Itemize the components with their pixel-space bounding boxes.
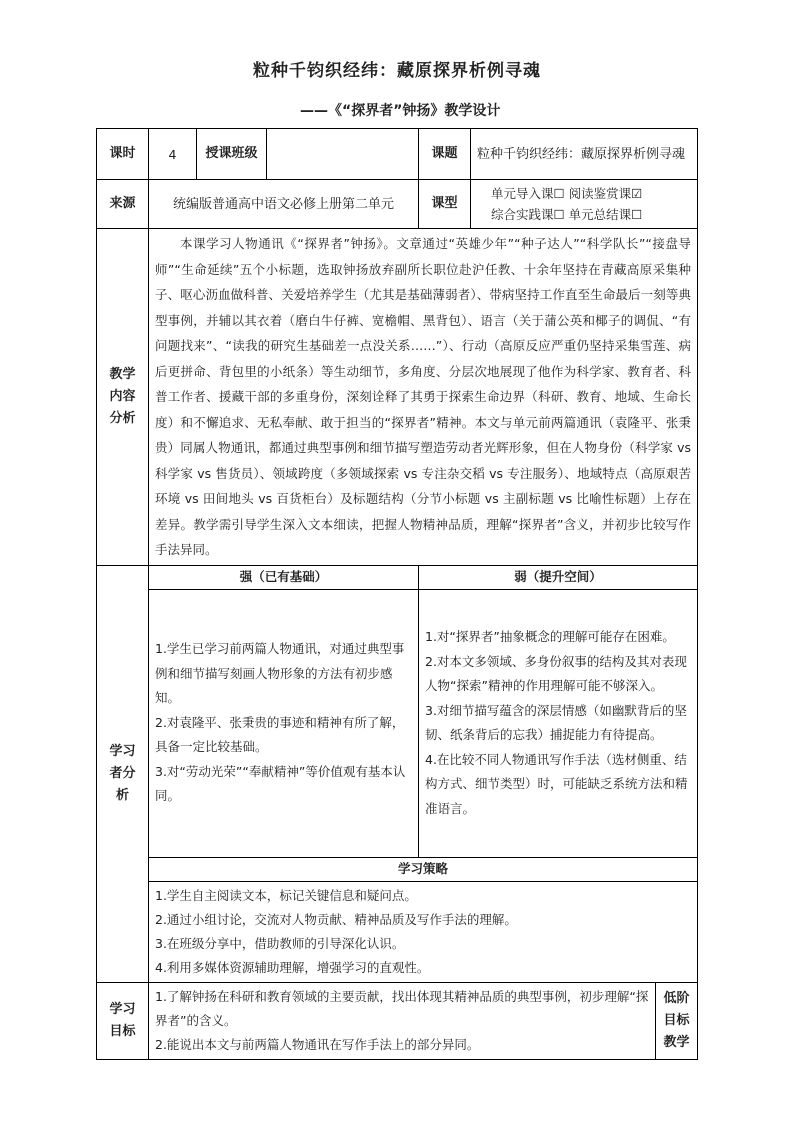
lesson-count-label: 课时 — [97, 129, 149, 180]
topic-label: 课题 — [419, 129, 471, 180]
weakness-item: 4.在比较不同人物通讯写作手法（选材侧重、结构方式、细节类型）时，可能缺乏系统方法和精准语言。 — [425, 751, 688, 816]
learning-goals-list — [149, 982, 656, 1059]
source-value: 统编版普通高中语文必修上册第二单元 — [149, 180, 419, 229]
type-options — [471, 180, 698, 229]
strengths-header: 强（已有基础） — [149, 565, 419, 589]
source-label: 来源 — [97, 180, 149, 229]
weakness-item: 1.对“探界者”抽象概念的理解可能存在困难。 — [425, 629, 675, 644]
weakness-item: 2.对本文多领域、多身份叙事的结构及其对表现人物“探索”精神的作用理解可能不够深入。 — [425, 653, 687, 693]
strengths-list — [149, 589, 419, 857]
learning-goals-label: 学习目标 — [97, 982, 149, 1059]
content-analysis-label: 教学内容分析 — [97, 229, 149, 566]
weakness-item: 3.对细节描写蕴含的深层情感（如幽默背后的坚韧、纸条背后的忘我）捕捉能力有待提高。 — [425, 702, 687, 742]
weaknesses-list — [419, 589, 698, 857]
lesson-count-value: 4 — [149, 129, 197, 180]
type-line-2: 综合实践课☐ 单元总结课☐ — [491, 207, 643, 222]
strength-item: 1.学生已学习前两篇人物通讯，对通过典型事例和细节描写刻画人物形象的方法有初步感知。 — [155, 641, 405, 706]
page-title: 粒种千钧织经纬：藏原探界析例寻魂 — [253, 61, 541, 81]
class-label: 授课班级 — [197, 129, 267, 180]
weaknesses-header: 弱（提升空间） — [419, 565, 698, 589]
class-value — [267, 129, 419, 180]
topic-value: 粒种千钧织经纬：藏原探界析例寻魂 — [471, 129, 698, 180]
goal-item: 1.了解钟扬在科研和教育领域的主要贡献，找出体现其精神品质的典型事例，初步理解“探界者”的含义。 — [155, 988, 649, 1028]
learner-analysis-label: 学习者分析 — [97, 565, 149, 982]
lesson-plan-table — [96, 128, 698, 1060]
strategy-header: 学习策略 — [149, 857, 698, 881]
strategy-item: 4.利用多媒体资源辅助理解，增强学习的直观性。 — [155, 959, 430, 975]
strategy-list — [149, 881, 698, 982]
content-analysis-text: 本课学习人物通讯《“探界者”钟扬》。文章通过“英雄少年”“种子达人”“科学队长”“接盘导师”“生命延续”五个小标题，选取钟扬放弃副所长职位赴沪任教、十余年坚持在青藏高原采集种子、呕心沥血做科普、关爱培养学生（尤其是基础薄弱者）、带病坚持工作直至生命最后一刻等典型事例，并辅以其衣着（磨白牛仔裤、宽檐帽、黑背包）、语言（关于蒲公英和椰子的调侃、“有问题找来”、“读我的研究生基础差一点没关系……”）、行动（高原反应严重仍坚持采集雪莲、病后更拼命、背包里的小纸条）等生动细节，多角度、分层次地展现了他作为科学家、教育者、科普工作者、援藏干部的多重身份，深刻诠释了其勇于探索生命边界（科研、教育、地域、生命长度）和不懈追求、无私奉献、敢于担当的“探界者”精神。本文与单元前两篇通讯（袁隆平、张秉贵）同属人物通讯，都通过典型事例和细节描写塑造劳动者光辉形象，但在人物身份（科学家 vs 科学家 vs 售货员）、领域跨度（多领域探索 vs 专注杂交稻 vs 专注服务）、地域特点（高原艰苦环境 vs 田间地头 vs 百货柜台）及标题结构（分节小标题 vs 主副标题 vs 比喻性标题）上存在差异。教学需引导学生深入文本细读，把握人物精神品质，理解“探界者”含义，并初步比较写作手法异同。 — [149, 229, 698, 566]
strategy-item: 3.在班级分享中，借助教师的引导深化认识。 — [155, 935, 405, 951]
strategy-item: 1.学生自主阅读文本，标记关键信息和疑问点。 — [155, 887, 417, 903]
strength-item: 2.对袁隆平、张秉贵的事迹和精神有所了解，具备一定比较基础。 — [155, 714, 405, 755]
type-line-1: 单元导入课☐ 阅读鉴赏课☑ — [491, 186, 643, 201]
page-subtitle: ——《“探界者”钟扬》教学设计 — [300, 103, 501, 119]
goal-item: 2.能说出本文与前两篇人物通讯在写作手法上的部分异同。 — [155, 1036, 480, 1052]
strategy-item: 2.通过小组讨论，交流对人物贡献、精神品质及写作手法的理解。 — [155, 911, 517, 927]
type-label: 课型 — [419, 180, 471, 229]
strength-item: 3.对“劳动光荣”“奉献精神”等价值观有基本认同。 — [155, 763, 406, 804]
goal-level-label: 低阶目标教学 — [656, 982, 698, 1059]
